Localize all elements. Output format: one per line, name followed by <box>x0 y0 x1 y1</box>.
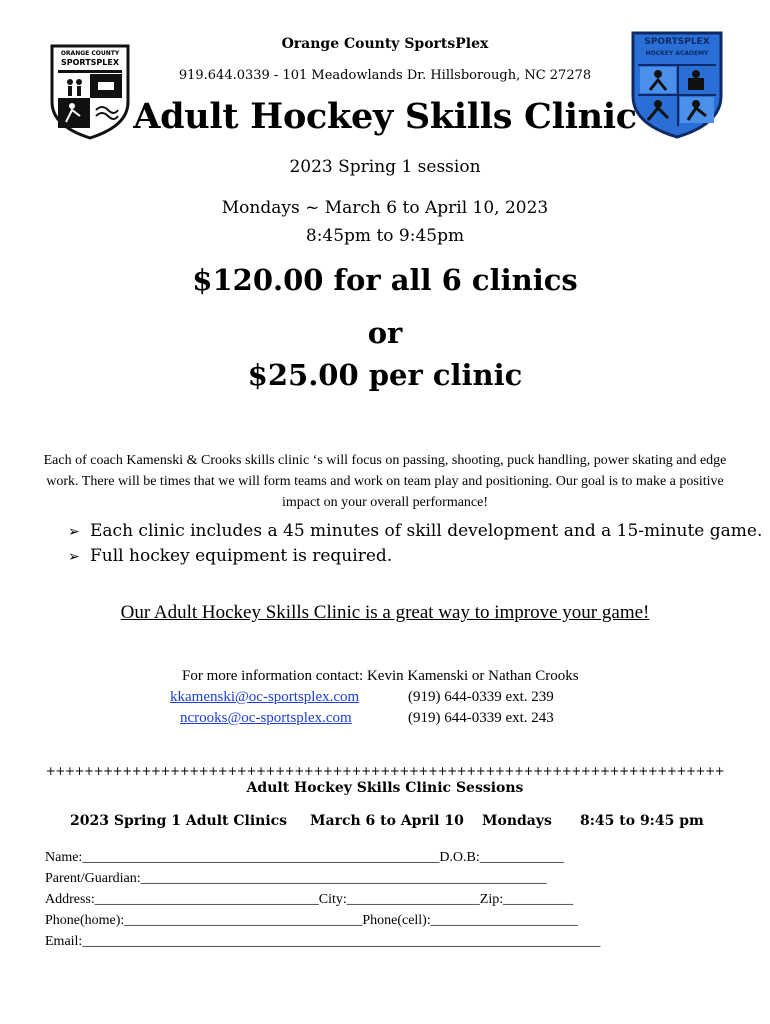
schedule-times: 8:45pm to 9:45pm <box>305 226 465 246</box>
logo-left-text-2: SPORTSPLEX <box>60 58 120 67</box>
session-details <box>0 813 770 833</box>
contact-row <box>170 708 670 729</box>
price-all-clinics: $120.00 for all 6 clinics <box>192 263 578 297</box>
session-name: 2023 Spring 1 Adult Clinics <box>70 813 288 829</box>
email-link-kamenski[interactable]: kkamenski@oc-sportsplex.com <box>170 689 360 705</box>
registration-form <box>45 847 725 952</box>
bullet-list <box>68 519 763 569</box>
logo-right-text-1: SPORTSPLEX <box>644 37 710 47</box>
divider: +++++++++++++++++++++++++++++++++++++++++++++++++++++++++++++++++++++++ <box>45 764 725 778</box>
org-address: 919.644.0339 - 101 Meadowlands Dr. Hillsborough, NC 27278 <box>178 68 592 83</box>
contact-row <box>170 687 670 708</box>
email-field[interactable]: Email:__________________________________________________________________________ <box>45 934 601 949</box>
list-item: ➢ Each clinic includes a 45 minutes of skill development and a 15-minute game. <box>68 519 748 544</box>
logo-left-text-1: ORANGE COUNTY <box>60 50 120 57</box>
name-field[interactable]: Name:___________________________________________________D.O.B:____________ <box>45 850 564 865</box>
session-label: 2023 Spring 1 session <box>289 157 481 177</box>
page-title: Adult Hockey Skills Clinic <box>133 96 637 137</box>
session-time: 8:45 to 9:45 pm <box>580 813 704 829</box>
price-per-clinic: $25.00 per clinic <box>247 358 523 392</box>
phone-kamenski: (919) 644-0339 ext. 239 <box>408 689 554 705</box>
contact-block <box>170 666 670 729</box>
sessions-heading: Adult Hockey Skills Clinic Sessions <box>246 780 524 796</box>
list-item: ➢ Full hockey equipment is required. <box>68 544 748 569</box>
logo-right-text-2: HOCKEY ACADEMY <box>645 50 709 57</box>
org-name: Orange County SportsPlex <box>281 36 489 52</box>
address-field[interactable]: Address:________________________________City:___________________Zip:__________ <box>45 892 574 907</box>
phone-crooks: (919) 644-0339 ext. 243 <box>408 710 554 726</box>
arrow-bullet-icon: ➢ <box>68 549 80 565</box>
session-dates: March 6 to April 10 <box>310 813 464 829</box>
contact-intro: For more information contact: Kevin Kamenski or Nathan Crooks <box>182 668 579 684</box>
session-day: Mondays <box>482 813 552 829</box>
arrow-bullet-icon: ➢ <box>68 524 80 540</box>
schedule-dates: Mondays ~ March 6 to April 10, 2023 <box>221 198 549 218</box>
price-or: or <box>367 316 403 350</box>
email-link-crooks[interactable]: ncrooks@oc-sportsplex.com <box>180 710 352 726</box>
tagline: Our Adult Hockey Skills Clinic is a great way to improve your game! <box>120 602 650 623</box>
guardian-field[interactable]: Parent/Guardian:__________________________________________________________ <box>45 871 547 886</box>
phone-field[interactable]: Phone(home):__________________________________Phone(cell):_____________________ <box>45 913 578 928</box>
description: Each of coach Kamenski & Crooks skills clinic ‘s will focus on passing, shooting, puck handling, power skating and edge work. There will be times that we will form teams and work on team play and positioning. Our goal is to make a positive impact on your overall performance! <box>43 453 727 510</box>
